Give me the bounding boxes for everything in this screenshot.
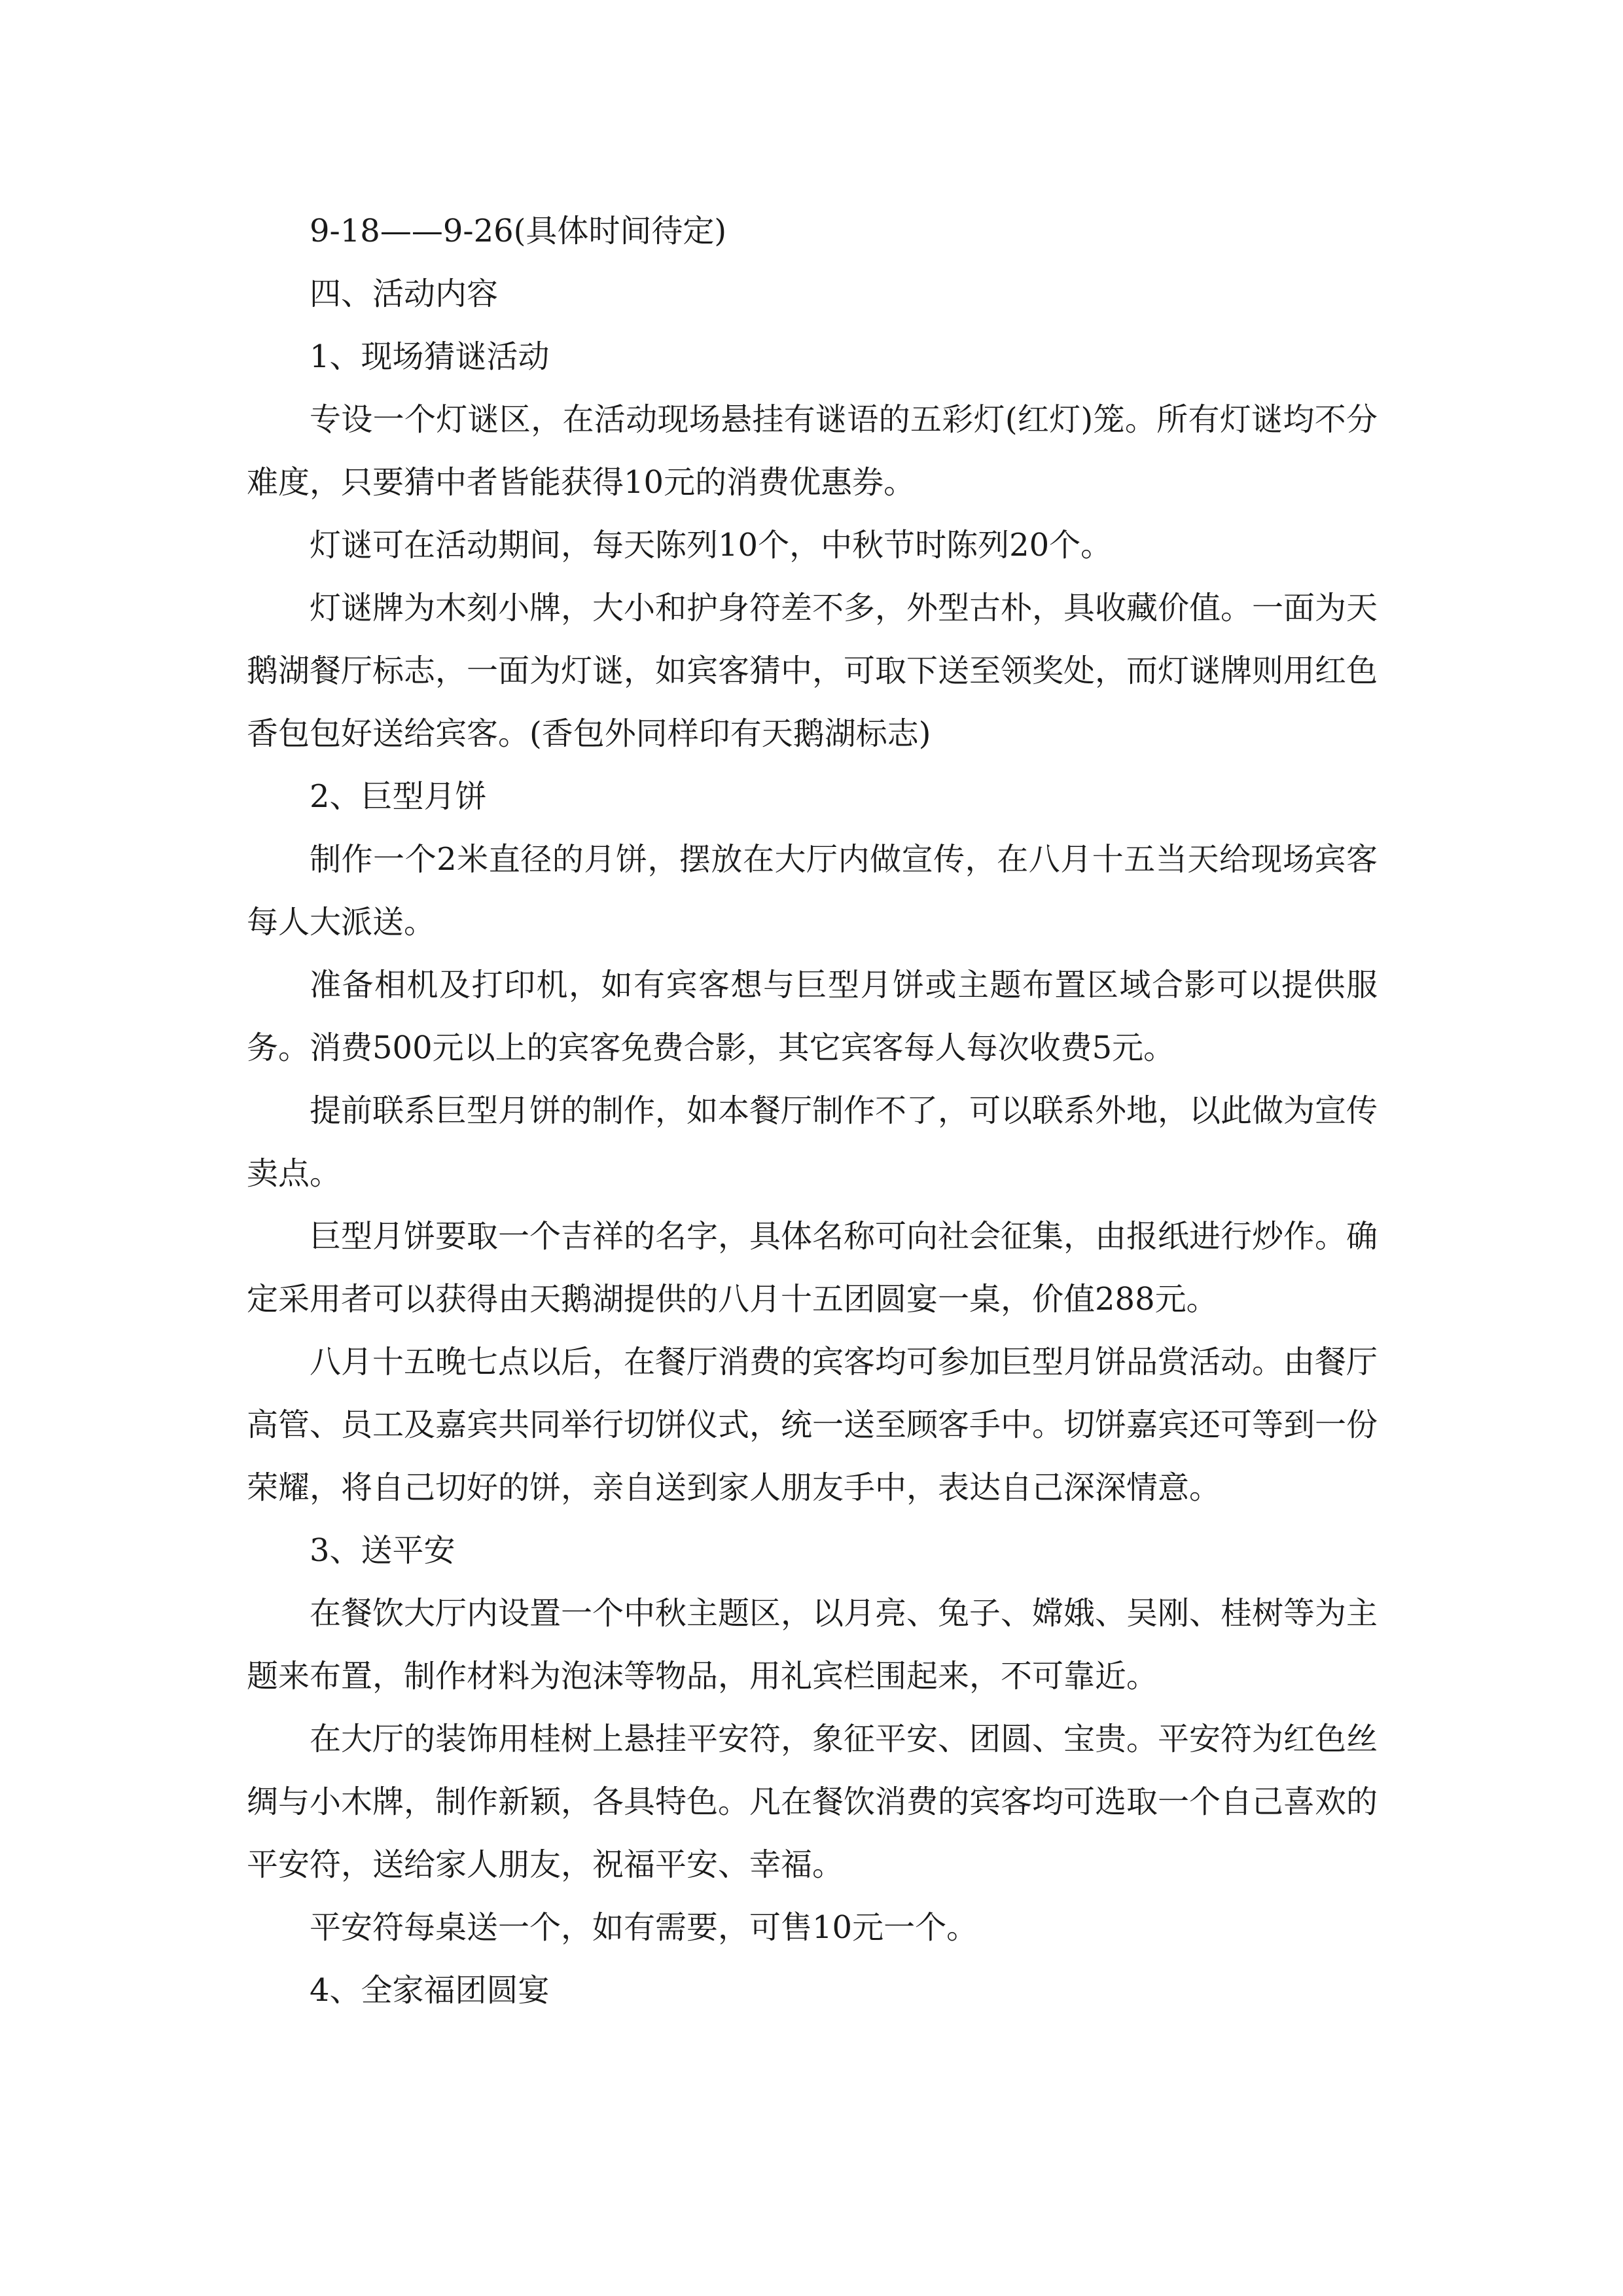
paragraph: 平安符每桌送一个，如有需要，可售10元一个。	[310, 1909, 978, 1946]
document-body	[247, 200, 1378, 2022]
subheading-giant-mooncake: 2、巨型月饼	[310, 778, 487, 815]
subheading-family-reunion-banquet: 4、全家福团圆宴	[310, 1972, 550, 2009]
paragraph: 在餐饮大厅内设置一个中秋主题区，以月亮、兔子、嫦娥、吴刚、桂树等为主题来布置，制作材料为泡沫等物品，用礼宾栏围起来，不可靠近。	[247, 1595, 1378, 1695]
paragraph: 提前联系巨型月饼的制作，如本餐厅制作不了，可以联系外地，以此做为宣传卖点。	[247, 1092, 1378, 1192]
paragraph-date-range: 9-18——9-26(具体时间待定)	[310, 213, 727, 249]
subheading-send-peace: 3、送平安	[310, 1532, 455, 1569]
paragraph: 专设一个灯谜区，在活动现场悬挂有谜语的五彩灯(红灯)笼。所有灯谜均不分难度，只要猜中者皆能获得10元的消费优惠券。	[247, 401, 1378, 501]
paragraph: 在大厅的装饰用桂树上悬挂平安符，象征平安、团圆、宝贵。平安符为红色丝绸与小木牌，制作新颖，各具特色。凡在餐饮消费的宾客均可选取一个自己喜欢的平安符，送给家人朋友，祝福平安、幸福。	[247, 1721, 1378, 1883]
paragraph: 灯谜可在活动期间，每天陈列10个，中秋节时陈列20个。	[310, 527, 1113, 564]
paragraph: 灯谜牌为木刻小牌，大小和护身符差不多，外型古朴，具收藏价值。一面为天鹅湖餐厅标志，一面为灯谜，如宾客猜中，可取下送至领奖处，而灯谜牌则用红色香包包好送给宾客。(香包外同样印有天鹅湖标志)	[247, 590, 1378, 752]
paragraph: 准备相机及打印机，如有宾客想与巨型月饼或主题布置区域合影可以提供服务。消费500元以上的宾客免费合影，其它宾客每人每次收费5元。	[247, 967, 1378, 1066]
paragraph: 巨型月饼要取一个吉祥的名字，具体名称可向社会征集，由报纸进行炒作。确定采用者可以获得由天鹅湖提供的八月十五团圆宴一桌，价值288元。	[247, 1218, 1378, 1318]
paragraph: 八月十五晚七点以后，在餐厅消费的宾客均可参加巨型月饼品赏活动。由餐厅高管、员工及嘉宾共同举行切饼仪式，统一送至顾客手中。切饼嘉宾还可等到一份荣耀，将自己切好的饼，亲自送到家人朋友手中，表达自己深深情意。	[247, 1344, 1378, 1506]
section-heading-activities: 四、活动内容	[310, 276, 499, 312]
paragraph: 制作一个2米直径的月饼，摆放在大厅内做宣传，在八月十五当天给现场宾客每人大派送。	[247, 841, 1378, 941]
subheading-riddle-activity: 1、现场猜谜活动	[310, 338, 550, 375]
